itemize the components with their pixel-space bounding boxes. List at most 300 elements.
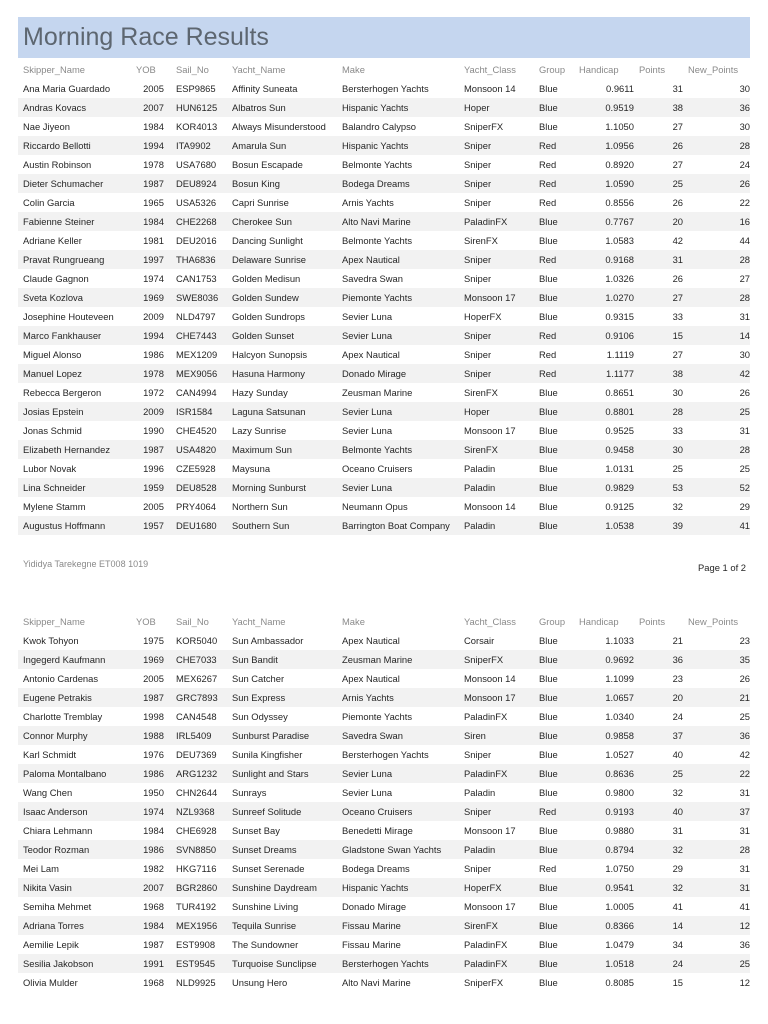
cell-group: Red [534, 345, 574, 364]
cell-group: Red [534, 174, 574, 193]
table-row [18, 726, 750, 745]
cell-yacht-class: Sniper [459, 269, 534, 288]
cell-group: Blue [534, 916, 574, 935]
cell-sail-no: KOR5040 [171, 631, 227, 650]
cell-yacht-name: Turquoise Sunclipse [227, 954, 337, 973]
cell-handicap: 1.1099 [574, 669, 634, 688]
cell-yacht-class: Sniper [459, 326, 534, 345]
cell-yob: 1969 [131, 650, 171, 669]
column-header-group: Group [539, 64, 566, 75]
cell-yacht-name: Morning Sunburst [227, 478, 337, 497]
cell-new-points: 30 [683, 117, 750, 136]
cell-skipper-name: Sesilia Jakobson [18, 954, 131, 973]
cell-new-points: 37 [683, 802, 750, 821]
table-row [18, 669, 750, 688]
cell-handicap: 0.8651 [574, 383, 634, 402]
cell-make: Bersterhogen Yachts [337, 79, 459, 98]
cell-handicap: 0.9193 [574, 802, 634, 821]
cell-skipper-name: Lina Schneider [18, 478, 131, 497]
cell-points: 15 [634, 326, 683, 345]
table-header [18, 60, 750, 79]
cell-make: Arnis Yachts [337, 688, 459, 707]
cell-handicap: 0.7767 [574, 212, 634, 231]
cell-make: Belmonte Yachts [337, 155, 459, 174]
cell-yacht-name: Sun Catcher [227, 669, 337, 688]
cell-handicap: 1.0657 [574, 688, 634, 707]
cell-yacht-name: Always Misunderstood [227, 117, 337, 136]
cell-group: Red [534, 802, 574, 821]
cell-yob: 1987 [131, 935, 171, 954]
cell-points: 25 [634, 764, 683, 783]
cell-yacht-class: Corsair [459, 631, 534, 650]
cell-yacht-name: Golden Medisun [227, 269, 337, 288]
table-header [18, 612, 750, 631]
column-header-new-points: New_Points [688, 616, 739, 627]
cell-skipper-name: Fabienne Steiner [18, 212, 131, 231]
cell-points: 38 [634, 98, 683, 117]
cell-yacht-class: Sniper [459, 250, 534, 269]
cell-yacht-name: Sunset Bay [227, 821, 337, 840]
cell-yacht-name: Dancing Sunlight [227, 231, 337, 250]
table-row [18, 326, 750, 345]
cell-skipper-name: Nikita Vasin [18, 878, 131, 897]
cell-yacht-name: Sunset Dreams [227, 840, 337, 859]
cell-group: Red [534, 859, 574, 878]
cell-make: Hispanic Yachts [337, 136, 459, 155]
cell-group: Blue [534, 707, 574, 726]
cell-points: 31 [634, 821, 683, 840]
cell-yacht-name: Maysuna [227, 459, 337, 478]
cell-yacht-name: Golden Sundrops [227, 307, 337, 326]
cell-group: Red [534, 155, 574, 174]
cell-yacht-class: Monsoon 17 [459, 688, 534, 707]
cell-points: 31 [634, 250, 683, 269]
cell-yacht-class: PaladinFX [459, 935, 534, 954]
cell-sail-no: EST9908 [171, 935, 227, 954]
cell-yacht-class: Monsoon 17 [459, 897, 534, 916]
report-title: Morning Race Results [23, 23, 269, 51]
cell-yacht-name: Sunlight and Stars [227, 764, 337, 783]
cell-group: Blue [534, 117, 574, 136]
cell-handicap: 1.0583 [574, 231, 634, 250]
cell-sail-no: SVN8850 [171, 840, 227, 859]
cell-handicap: 1.0538 [574, 516, 634, 535]
cell-make: Sevier Luna [337, 764, 459, 783]
cell-skipper-name: Wang Chen [18, 783, 131, 802]
table-row [18, 364, 750, 383]
cell-skipper-name: Manuel Lopez [18, 364, 131, 383]
cell-handicap: 1.0270 [574, 288, 634, 307]
cell-skipper-name: Jonas Schmid [18, 421, 131, 440]
cell-yob: 1984 [131, 117, 171, 136]
cell-sail-no: USA7680 [171, 155, 227, 174]
cell-points: 25 [634, 174, 683, 193]
cell-sail-no: BGR2860 [171, 878, 227, 897]
cell-handicap: 0.9458 [574, 440, 634, 459]
cell-group: Blue [534, 688, 574, 707]
cell-yacht-class: Hoper [459, 402, 534, 421]
cell-yacht-class: HoperFX [459, 307, 534, 326]
cell-group: Blue [534, 821, 574, 840]
cell-handicap: 1.0956 [574, 136, 634, 155]
table-row [18, 250, 750, 269]
cell-points: 27 [634, 345, 683, 364]
cell-group: Blue [534, 745, 574, 764]
table-row [18, 402, 750, 421]
cell-skipper-name: Kwok Tohyon [18, 631, 131, 650]
cell-make: Oceano Cruisers [337, 459, 459, 478]
cell-yacht-name: Tequila Sunrise [227, 916, 337, 935]
cell-yacht-name: Hasuna Harmony [227, 364, 337, 383]
cell-yob: 2005 [131, 79, 171, 98]
cell-new-points: 26 [683, 383, 750, 402]
cell-yacht-name: Albatros Sun [227, 98, 337, 117]
cell-sail-no: MEX6267 [171, 669, 227, 688]
cell-new-points: 35 [683, 650, 750, 669]
table-row [18, 155, 750, 174]
cell-make: Apex Nautical [337, 345, 459, 364]
cell-sail-no: DEU8528 [171, 478, 227, 497]
cell-yob: 1976 [131, 745, 171, 764]
column-header-yacht-class: Yacht_Class [464, 616, 516, 627]
cell-new-points: 25 [683, 459, 750, 478]
cell-sail-no: PRY4064 [171, 497, 227, 516]
cell-sail-no: THA6836 [171, 250, 227, 269]
cell-make: Zeusman Marine [337, 650, 459, 669]
cell-yacht-class: SniperFX [459, 973, 534, 992]
cell-group: Blue [534, 764, 574, 783]
cell-yob: 1968 [131, 973, 171, 992]
table-row [18, 383, 750, 402]
table-row [18, 288, 750, 307]
table-row [18, 136, 750, 155]
column-header-points: Points [639, 616, 666, 627]
cell-group: Blue [534, 402, 574, 421]
cell-sail-no: TUR4192 [171, 897, 227, 916]
cell-yob: 2005 [131, 497, 171, 516]
cell-points: 32 [634, 783, 683, 802]
cell-skipper-name: Josephine Houteveen [18, 307, 131, 326]
cell-handicap: 1.1033 [574, 631, 634, 650]
column-header-make: Make [342, 64, 365, 75]
cell-skipper-name: Josias Epstein [18, 402, 131, 421]
cell-yob: 1994 [131, 136, 171, 155]
cell-sail-no: NLD4797 [171, 307, 227, 326]
cell-handicap: 0.9829 [574, 478, 634, 497]
cell-new-points: 36 [683, 935, 750, 954]
cell-yob: 1991 [131, 954, 171, 973]
cell-yacht-name: Sunila Kingfisher [227, 745, 337, 764]
cell-points: 24 [634, 707, 683, 726]
cell-points: 23 [634, 669, 683, 688]
cell-sail-no: HUN6125 [171, 98, 227, 117]
cell-make: Sevier Luna [337, 421, 459, 440]
table-row [18, 707, 750, 726]
table-row [18, 745, 750, 764]
cell-sail-no: MEX9056 [171, 364, 227, 383]
table-row [18, 212, 750, 231]
cell-yacht-class: Sniper [459, 174, 534, 193]
column-header-make: Make [342, 616, 365, 627]
cell-handicap: 0.9880 [574, 821, 634, 840]
report-title-band [18, 17, 750, 58]
column-header-yacht-class: Yacht_Class [464, 64, 516, 75]
cell-new-points: 31 [683, 878, 750, 897]
cell-sail-no: CAN4548 [171, 707, 227, 726]
cell-skipper-name: Austin Robinson [18, 155, 131, 174]
cell-yacht-class: Hoper [459, 98, 534, 117]
cell-sail-no: MEX1956 [171, 916, 227, 935]
cell-make: Piemonte Yachts [337, 288, 459, 307]
cell-yacht-class: PaladinFX [459, 212, 534, 231]
cell-yacht-name: Affinity Suneata [227, 79, 337, 98]
cell-yacht-name: Sun Ambassador [227, 631, 337, 650]
cell-yob: 1959 [131, 478, 171, 497]
cell-yacht-name: Lazy Sunrise [227, 421, 337, 440]
column-header-yacht-name: Yacht_Name [232, 616, 286, 627]
cell-handicap: 1.0131 [574, 459, 634, 478]
cell-group: Red [534, 193, 574, 212]
cell-make: Gladstone Swan Yachts [337, 840, 459, 859]
cell-handicap: 1.1050 [574, 117, 634, 136]
cell-new-points: 27 [683, 269, 750, 288]
cell-handicap: 0.9315 [574, 307, 634, 326]
cell-new-points: 26 [683, 669, 750, 688]
cell-new-points: 26 [683, 174, 750, 193]
cell-yob: 1988 [131, 726, 171, 745]
cell-new-points: 36 [683, 726, 750, 745]
cell-yob: 2007 [131, 98, 171, 117]
cell-yob: 1984 [131, 916, 171, 935]
cell-yacht-name: Maximum Sun [227, 440, 337, 459]
cell-points: 31 [634, 79, 683, 98]
cell-handicap: 0.8366 [574, 916, 634, 935]
cell-yacht-name: Bosun King [227, 174, 337, 193]
cell-group: Blue [534, 307, 574, 326]
cell-new-points: 25 [683, 954, 750, 973]
table-row [18, 802, 750, 821]
cell-skipper-name: Augustus Hoffmann [18, 516, 131, 535]
cell-yacht-name: Sun Odyssey [227, 707, 337, 726]
table-row [18, 783, 750, 802]
cell-points: 29 [634, 859, 683, 878]
cell-skipper-name: Miguel Alonso [18, 345, 131, 364]
cell-yob: 2005 [131, 669, 171, 688]
cell-make: Alto Navi Marine [337, 212, 459, 231]
cell-yob: 1972 [131, 383, 171, 402]
cell-handicap: 0.8085 [574, 973, 634, 992]
cell-yacht-class: Monsoon 17 [459, 821, 534, 840]
cell-group: Blue [534, 897, 574, 916]
cell-yob: 1978 [131, 364, 171, 383]
cell-points: 26 [634, 269, 683, 288]
cell-make: Bodega Dreams [337, 174, 459, 193]
cell-sail-no: DEU7369 [171, 745, 227, 764]
cell-sail-no: EST9545 [171, 954, 227, 973]
cell-skipper-name: Andras Kovacs [18, 98, 131, 117]
cell-group: Blue [534, 212, 574, 231]
cell-make: Apex Nautical [337, 669, 459, 688]
cell-new-points: 14 [683, 326, 750, 345]
cell-make: Savedra Swan [337, 269, 459, 288]
table-row [18, 859, 750, 878]
cell-yacht-name: Sunset Serenade [227, 859, 337, 878]
cell-group: Blue [534, 79, 574, 98]
cell-group: Blue [534, 631, 574, 650]
cell-sail-no: DEU2016 [171, 231, 227, 250]
cell-sail-no: CZE5928 [171, 459, 227, 478]
table-row [18, 497, 750, 516]
cell-yacht-class: SniperFX [459, 650, 534, 669]
cell-handicap: 0.9692 [574, 650, 634, 669]
cell-yacht-name: Golden Sundew [227, 288, 337, 307]
cell-make: Sevier Luna [337, 326, 459, 345]
cell-yob: 1974 [131, 802, 171, 821]
table-row [18, 516, 750, 535]
table-row [18, 764, 750, 783]
table-row [18, 631, 750, 650]
cell-sail-no: NZL9368 [171, 802, 227, 821]
column-header-yob: YOB [136, 616, 156, 627]
cell-make: Arnis Yachts [337, 193, 459, 212]
cell-yob: 1987 [131, 688, 171, 707]
cell-points: 14 [634, 916, 683, 935]
column-header-yacht-name: Yacht_Name [232, 64, 286, 75]
cell-sail-no: CAN1753 [171, 269, 227, 288]
cell-handicap: 0.9525 [574, 421, 634, 440]
cell-yacht-class: SniperFX [459, 117, 534, 136]
cell-sail-no: USA4820 [171, 440, 227, 459]
cell-make: Apex Nautical [337, 250, 459, 269]
cell-skipper-name: Adriane Keller [18, 231, 131, 250]
cell-make: Sevier Luna [337, 307, 459, 326]
cell-make: Savedra Swan [337, 726, 459, 745]
cell-yob: 1990 [131, 421, 171, 440]
table-row [18, 821, 750, 840]
cell-handicap: 0.8556 [574, 193, 634, 212]
cell-points: 26 [634, 193, 683, 212]
cell-yacht-class: Sniper [459, 193, 534, 212]
cell-skipper-name: Claude Gagnon [18, 269, 131, 288]
cell-sail-no: DEU1680 [171, 516, 227, 535]
cell-yob: 1957 [131, 516, 171, 535]
cell-sail-no: IRL5409 [171, 726, 227, 745]
cell-yob: 1986 [131, 764, 171, 783]
cell-yacht-class: PaladinFX [459, 954, 534, 973]
cell-yacht-class: Paladin [459, 840, 534, 859]
cell-handicap: 0.9519 [574, 98, 634, 117]
column-header-handicap: Handicap [579, 616, 619, 627]
cell-yacht-class: Sniper [459, 802, 534, 821]
cell-sail-no: ESP9865 [171, 79, 227, 98]
cell-handicap: 0.9106 [574, 326, 634, 345]
cell-make: Fissau Marine [337, 916, 459, 935]
cell-points: 33 [634, 307, 683, 326]
cell-skipper-name: Charlotte Tremblay [18, 707, 131, 726]
table-row [18, 973, 750, 992]
cell-handicap: 1.0326 [574, 269, 634, 288]
column-header-sail-no: Sail_No [176, 64, 209, 75]
cell-points: 32 [634, 840, 683, 859]
cell-skipper-name: Ana Maria Guardado [18, 79, 131, 98]
cell-yacht-name: Sunburst Paradise [227, 726, 337, 745]
cell-group: Blue [534, 935, 574, 954]
cell-yob: 2009 [131, 402, 171, 421]
cell-group: Blue [534, 669, 574, 688]
cell-points: 28 [634, 402, 683, 421]
cell-points: 27 [634, 288, 683, 307]
cell-handicap: 1.0527 [574, 745, 634, 764]
cell-group: Blue [534, 288, 574, 307]
cell-yacht-name: Southern Sun [227, 516, 337, 535]
cell-yacht-class: Paladin [459, 459, 534, 478]
cell-group: Blue [534, 269, 574, 288]
cell-group: Red [534, 250, 574, 269]
cell-new-points: 42 [683, 745, 750, 764]
cell-skipper-name: Riccardo Bellotti [18, 136, 131, 155]
cell-yacht-name: Hazy Sunday [227, 383, 337, 402]
cell-group: Red [534, 364, 574, 383]
table-row [18, 231, 750, 250]
cell-sail-no: CHE7033 [171, 650, 227, 669]
cell-new-points: 12 [683, 973, 750, 992]
cell-yacht-class: Monsoon 14 [459, 669, 534, 688]
table-row [18, 650, 750, 669]
cell-group: Blue [534, 783, 574, 802]
cell-yacht-name: Sun Bandit [227, 650, 337, 669]
cell-skipper-name: Semiha Mehmet [18, 897, 131, 916]
cell-sail-no: DEU8924 [171, 174, 227, 193]
cell-yacht-name: Sunshine Daydream [227, 878, 337, 897]
cell-yob: 1968 [131, 897, 171, 916]
cell-points: 30 [634, 383, 683, 402]
cell-new-points: 31 [683, 859, 750, 878]
cell-sail-no: HKG7116 [171, 859, 227, 878]
cell-points: 27 [634, 155, 683, 174]
cell-yacht-class: PaladinFX [459, 707, 534, 726]
table-row [18, 954, 750, 973]
table-row [18, 878, 750, 897]
cell-yacht-class: Sniper [459, 155, 534, 174]
cell-yob: 1975 [131, 631, 171, 650]
cell-group: Blue [534, 650, 574, 669]
cell-points: 37 [634, 726, 683, 745]
table-row [18, 174, 750, 193]
table-row [18, 345, 750, 364]
table-row [18, 935, 750, 954]
cell-make: Sevier Luna [337, 402, 459, 421]
cell-make: Benedetti Mirage [337, 821, 459, 840]
cell-yacht-class: Paladin [459, 478, 534, 497]
cell-handicap: 1.1119 [574, 345, 634, 364]
cell-yob: 1994 [131, 326, 171, 345]
cell-sail-no: CHE4520 [171, 421, 227, 440]
cell-make: Hispanic Yachts [337, 98, 459, 117]
cell-new-points: 41 [683, 897, 750, 916]
cell-sail-no: CAN4994 [171, 383, 227, 402]
cell-yacht-name: Sunrays [227, 783, 337, 802]
cell-sail-no: ISR1584 [171, 402, 227, 421]
cell-handicap: 1.1177 [574, 364, 634, 383]
cell-make: Bodega Dreams [337, 859, 459, 878]
cell-new-points: 31 [683, 307, 750, 326]
cell-yacht-name: Golden Sunset [227, 326, 337, 345]
cell-yob: 1950 [131, 783, 171, 802]
cell-handicap: 0.8801 [574, 402, 634, 421]
cell-yacht-class: Sniper [459, 136, 534, 155]
cell-points: 26 [634, 136, 683, 155]
cell-yacht-class: Sniper [459, 859, 534, 878]
